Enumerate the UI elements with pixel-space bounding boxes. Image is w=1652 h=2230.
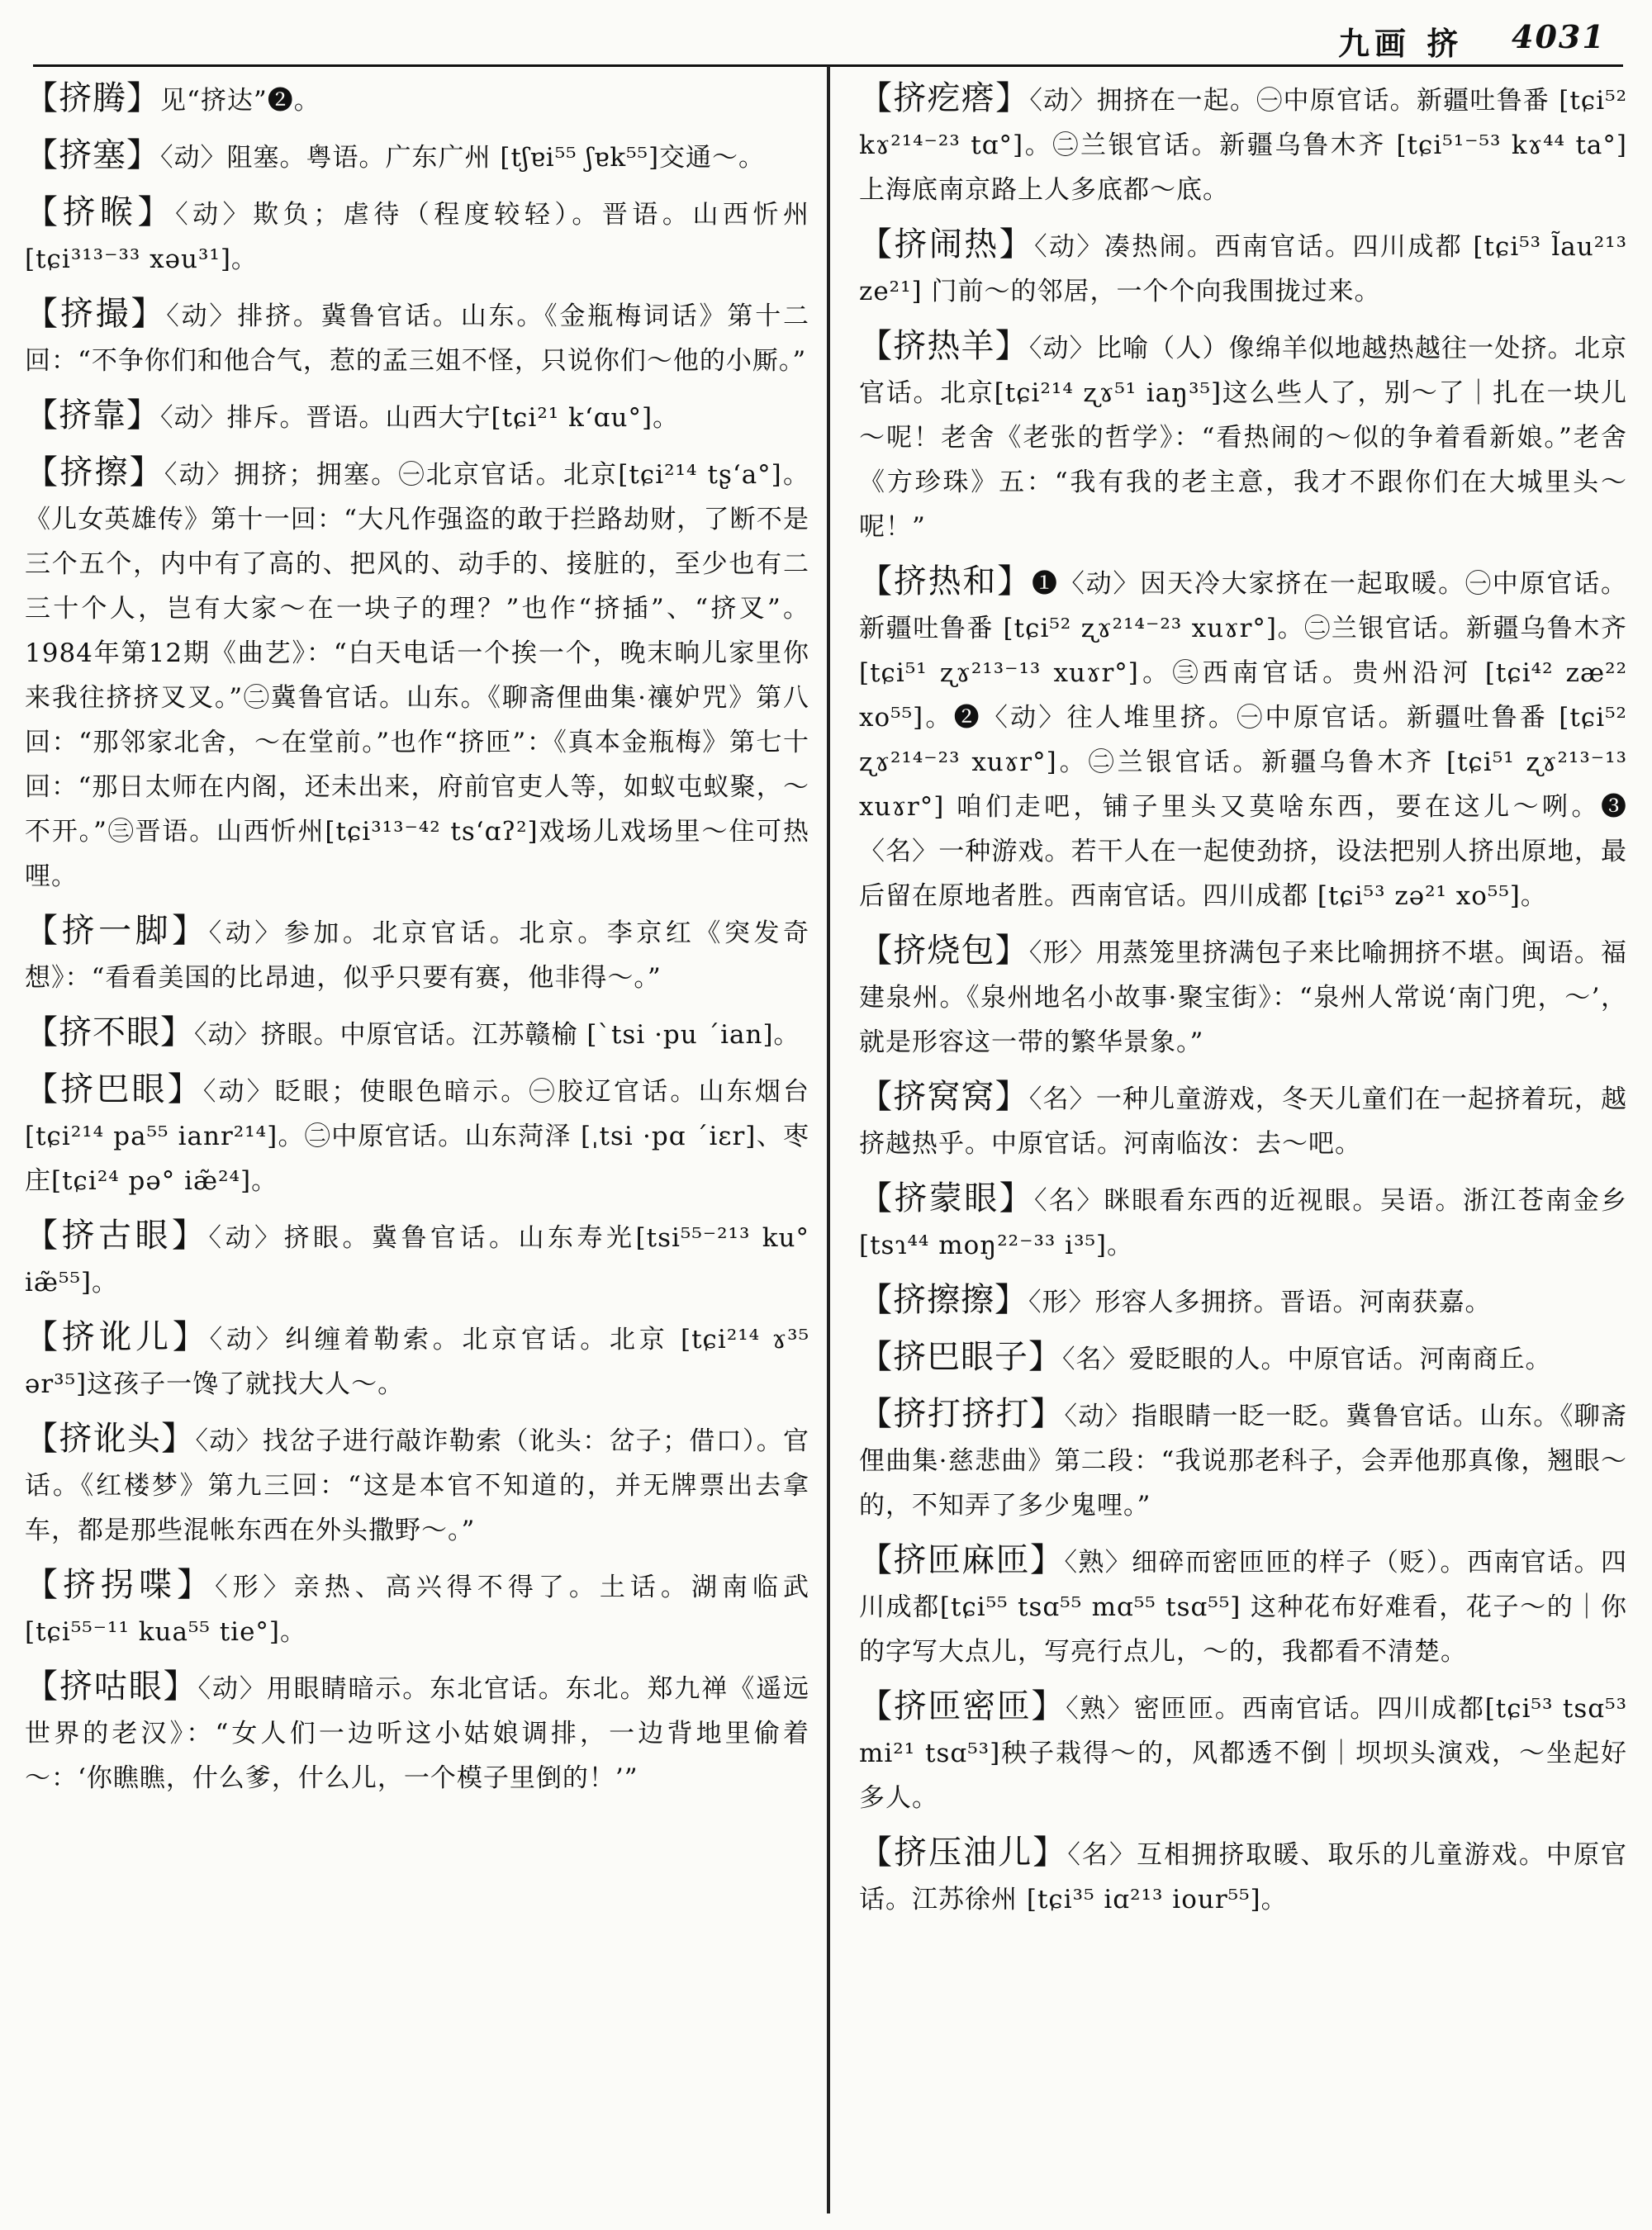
entry-definition: 〈动〉指眼睛一眨一眨。冀鲁官话。山东。《聊斋俚曲集·慈悲曲》第二段：“我说那老科子，会弄他那真像，翘眼～的，不知弄了多少鬼哩。” <box>859 1402 1628 1521</box>
dictionary-entry <box>25 190 809 282</box>
entry-definition: 〈形〉用蒸笼里挤满包子来比喻拥挤不堪。闽语。福建泉州。《泉州地名小故事·聚宝街》：“泉州人常说‘南门兜，～’，就是形容这一带的繁华景象。” <box>859 938 1628 1057</box>
entry-headword: 【挤匝麻匝】 <box>859 1541 1065 1579</box>
entry-headword: 【挤热羊】 <box>859 327 1029 365</box>
entry-headword: 【挤拐喋】 <box>25 1566 216 1604</box>
entry-definition: 〈动〉排斥。晋语。山西大宁[tɕi²¹ kʻɑu°]。 <box>160 403 680 433</box>
dictionary-entry <box>25 1067 809 1203</box>
dictionary-entry <box>859 1075 1627 1166</box>
entry-headword: 【挤压油儿】 <box>859 1834 1068 1872</box>
entry-headword: 【挤不眼】 <box>25 1013 194 1051</box>
entry-headword: 【挤巴眼子】 <box>859 1338 1062 1376</box>
entry-headword: 【挤闹热】 <box>859 225 1035 263</box>
entry-headword: 【挤睺】 <box>25 193 176 231</box>
dictionary-entry <box>859 1176 1627 1268</box>
page-number: 4031 <box>1512 18 1606 55</box>
entry-definition: 〈熟〉细碎而密匝匝的样子（贬）。西南官话。四川成都[tɕi⁵⁵ tsɑ⁵⁵ mɑ⁵⁵ tsɑ⁵⁵] 这种花布好难看，花子～的｜你的字写大点儿，写亮行点儿，～的，我都看不清楚。 <box>859 1548 1628 1667</box>
dictionary-entry <box>25 292 809 383</box>
entry-definition: 〈动〉欺负；虐待（程度较轻）。晋语。山西忻州[tɕi³¹³⁻³³ xəu³¹]。 <box>25 200 810 274</box>
entry-headword: 【挤一脚】 <box>25 912 209 950</box>
entry-definition: 〈动〉拥挤；拥塞。㊀北京官话。北京[tɕi²¹⁴ tʂʻa°]。《儿女英雄传》第十一回：“大凡作强盗的敢于拦路劫财，了断不是三个五个，内中有了高的、把风的、动手的、接脏的，至少也有二三十个人，岂有大家～在一块子的理？”也作“挤插”、“挤叉”。1984年第12期《曲艺》：“白天电话一个挨一个，晚末晌儿家里你来我往挤挤叉叉。”㊁冀鲁官话。山东。《聊斋俚曲集·禳妒咒》第八回：“那邻家北舍，～在堂前。”也作“挤匝”：《真本金瓶梅》第七十回：“那日太师在内阁，还未出来，府前官吏人等，如蚁屯蚁聚，～不开。”㊂晋语。山西忻州[tɕi³¹³⁻⁴² tsʻɑʔ²]戏场儿戏场里～住可热哩。 <box>25 460 810 891</box>
entry-definition: 〈动〉凑热闹。西南官话。四川成都 [tɕi⁵³ l̃au²¹³ ze²¹] 门前～的邻居，一个个向我围拢过来。 <box>859 232 1627 306</box>
entry-definition: 〈名〉一种儿童游戏，冬天儿童们在一起挤着玩，越挤越热乎。中原官话。河南临汝：去～吧。 <box>859 1084 1628 1159</box>
entry-definition: 〈动〉眨眼；使眼色暗示。㊀胶辽官话。山东烟台[tɕi²¹⁴ pa⁵⁵ ianr²¹⁴]。㊁中原官话。山东菏泽 [ˌtsi ·pɑ ˊiɛr]、枣庄[tɕi²⁴ pə° iæ̃²⁴]。 <box>25 1077 810 1196</box>
entry-definition: 〈动〉挤眼。冀鲁官话。山东寿光[tsi⁵⁵⁻²¹³ ku° iæ̃⁵⁵]。 <box>25 1223 810 1298</box>
dictionary-entry <box>859 76 1627 212</box>
dictionary-entry <box>859 1538 1627 1674</box>
dictionary-entry <box>25 133 809 180</box>
dictionary-entry <box>25 1010 809 1057</box>
entry-headword: 【挤热和】 <box>859 562 1032 600</box>
entry-headword: 【挤撮】 <box>25 295 167 333</box>
entry-headword: 【挤巴眼】 <box>25 1070 203 1108</box>
entry-definition: 〈动〉比喻（人）像绵羊似地越热越往一处挤。北京官话。北京[tɕi²¹⁴ ʐɤ⁵¹ iaŋ³⁵]这么些人了，别～了｜扎在一块儿～呢！老舍《老张的哲学》：“看热闹的～似的争着看新娘。”老舍《方珍珠》五：“我有我的老主意，我才不跟你们在大城里头～呢！” <box>859 334 1628 542</box>
dictionary-entry <box>25 76 809 123</box>
entry-headword: 【挤擦擦】 <box>859 1281 1028 1319</box>
dictionary-entry <box>859 1278 1627 1325</box>
entry-definition: 〈熟〉密匝匝。西南官话。四川成都[tɕi⁵³ tsɑ⁵³ mi²¹ tsɑ⁵³]秧子栽得～的，风都透不倒｜坝坝头演戏，～坐起好多人。 <box>859 1694 1628 1813</box>
column-divider <box>827 66 830 2213</box>
entry-headword: 【挤疙瘩】 <box>859 79 1030 117</box>
entry-headword: 【挤蒙眼】 <box>859 1179 1035 1217</box>
dictionary-entry <box>859 1830 1627 1922</box>
entry-headword: 【挤窝窝】 <box>859 1078 1029 1116</box>
entry-headword: 【挤讹头】 <box>25 1420 196 1458</box>
entry-headword: 【挤打挤打】 <box>859 1395 1065 1433</box>
entry-headword: 【挤烧包】 <box>859 932 1029 970</box>
entry-definition: 〈动〉排挤。冀鲁官话。山东。《金瓶梅词话》第十二回：“不争你们和他合气，惹的孟三姐不怪，只说你们～他的小厮。” <box>25 301 810 376</box>
dictionary-entry <box>859 1392 1627 1528</box>
entry-headword: 【挤靠】 <box>25 396 160 434</box>
dictionary-entry <box>25 1416 809 1553</box>
dictionary-entry <box>859 559 1627 918</box>
dictionary-entry <box>859 324 1627 549</box>
entry-headword: 【挤擦】 <box>25 453 164 491</box>
dictionary-entry <box>859 1335 1627 1382</box>
dictionary-entry <box>25 909 809 1000</box>
entry-definition: 〈动〉用眼睛暗示。东北官话。东北。郑九禅《遥远世界的老汉》：“女人们一边听这小姑娘调排，一边背地里偷着～：‘你瞧瞧，什么爹，什么儿，一个模子里倒的！’” <box>25 1674 810 1793</box>
entry-definition: 〈动〉找岔子进行敲诈勒索（讹头：岔子；借口）。官话。《红楼梦》第九三回：“这是本官不知道的，并无牌票出去拿车，都是那些混帐东西在外头撒野～。” <box>25 1426 810 1545</box>
entry-definition: 〈名〉爱眨眼的人。中原官话。河南商丘。 <box>1062 1345 1552 1374</box>
dictionary-entry <box>25 1664 809 1801</box>
entry-headword: 【挤讹儿】 <box>25 1318 210 1356</box>
entry-definition: 〈动〉阻塞。粤语。广东广州 [tʃɐi⁵⁵ ʃɐk⁵⁵]交通～。 <box>160 143 766 173</box>
dictionary-entry <box>25 450 809 899</box>
dictionary-entry <box>859 928 1627 1065</box>
entry-headword: 【挤塞】 <box>25 136 160 174</box>
entry-definition: 〈形〉形容人多拥挤。晋语。河南获嘉。 <box>1028 1288 1492 1317</box>
entry-headword: 【挤古眼】 <box>25 1217 209 1255</box>
running-title: 九画 挤 <box>1338 25 1464 62</box>
entry-definition: 〈动〉纠缠着勒索。北京官话。北京 [tɕi²¹⁴ ɤ³⁵ ər³⁵]这孩子一馋了就找大人～。 <box>25 1325 810 1399</box>
dictionary-entry <box>25 1563 809 1654</box>
dictionary-entry <box>859 222 1627 314</box>
entry-definition: 〈动〉参加。北京官话。北京。李京红《突发奇想》：“看看美国的比昂迪，似乎只要有赛，他非得～。” <box>25 918 810 993</box>
left-column <box>25 76 809 1810</box>
entry-headword: 【挤咕眼】 <box>25 1668 198 1706</box>
entry-definition: 〈动〉拥挤在一起。㊀中原官话。新疆吐鲁番 [tɕi⁵² kɤ²¹⁴⁻²³ tɑ°]。㊁兰银官话。新疆乌鲁木齐 [tɕi⁵¹⁻⁵³ kɤ⁴⁴ ta°] 上海底南京路上人多底都～底。 <box>859 86 1627 205</box>
right-column <box>859 76 1627 1932</box>
dictionary-entry <box>859 1684 1627 1820</box>
dictionary-entry <box>25 393 809 440</box>
page-header <box>33 0 1619 66</box>
entry-definition: ❶〈动〉因天冷大家挤在一起取暖。㊀中原官话。新疆吐鲁番 [tɕi⁵² ʐɤ²¹⁴⁻²³ xuɤr°]。㊁兰银官话。新疆乌鲁木齐 [tɕi⁵¹ ʐɤ²¹³⁻¹³ xuɤr°]。㊂西南官话。贵州沿河 [tɕi⁴² zæ²² xo⁵⁵]。❷〈动〉往人堆里挤。㊀中原官话。新疆吐鲁番 [tɕi⁵² ʐɤ²¹⁴⁻²³ xuɤr°]。㊁兰银官话。新疆乌鲁木齐 [tɕi⁵¹ ʐɤ²¹³⁻¹³ xuɤr°] 咱们走吧，铺子里头又莫啥东西，要在这儿～咧。❸〈名〉一种游戏。若干人在一起使劲挤，设法把别人挤出原地，最后留在原地者胜。西南官话。四川成都 [tɕi⁵³ zə²¹ xo⁵⁵]。 <box>859 569 1628 911</box>
dictionary-entry <box>25 1213 809 1305</box>
entry-definition: 〈名〉眯眼看东西的近视眼。吴语。浙江苍南金乡 [tsɿ⁴⁴ moŋ²²⁻³³ i³⁵]。 <box>859 1186 1628 1260</box>
entry-definition: 〈名〉互相拥挤取暖、取乐的儿童游戏。中原官话。江苏徐州 [tɕi³⁵ iɑ²¹³ iour⁵⁵]。 <box>859 1840 1628 1914</box>
entry-definition: 〈动〉挤眼。中原官话。江苏赣榆 [ˋtsi ·pu ˊian]。 <box>194 1020 800 1050</box>
entry-definition: 见“挤达”❷。 <box>160 86 320 116</box>
entry-definition: 〈形〉亲热、高兴得不得了。土话。湖南临武 [tɕi⁵⁵⁻¹¹ kua⁵⁵ tie°]。 <box>25 1573 810 1647</box>
entry-headword: 【挤匝密匝】 <box>859 1687 1066 1725</box>
dictionary-entry <box>25 1315 809 1407</box>
entry-headword: 【挤腾】 <box>25 79 160 117</box>
